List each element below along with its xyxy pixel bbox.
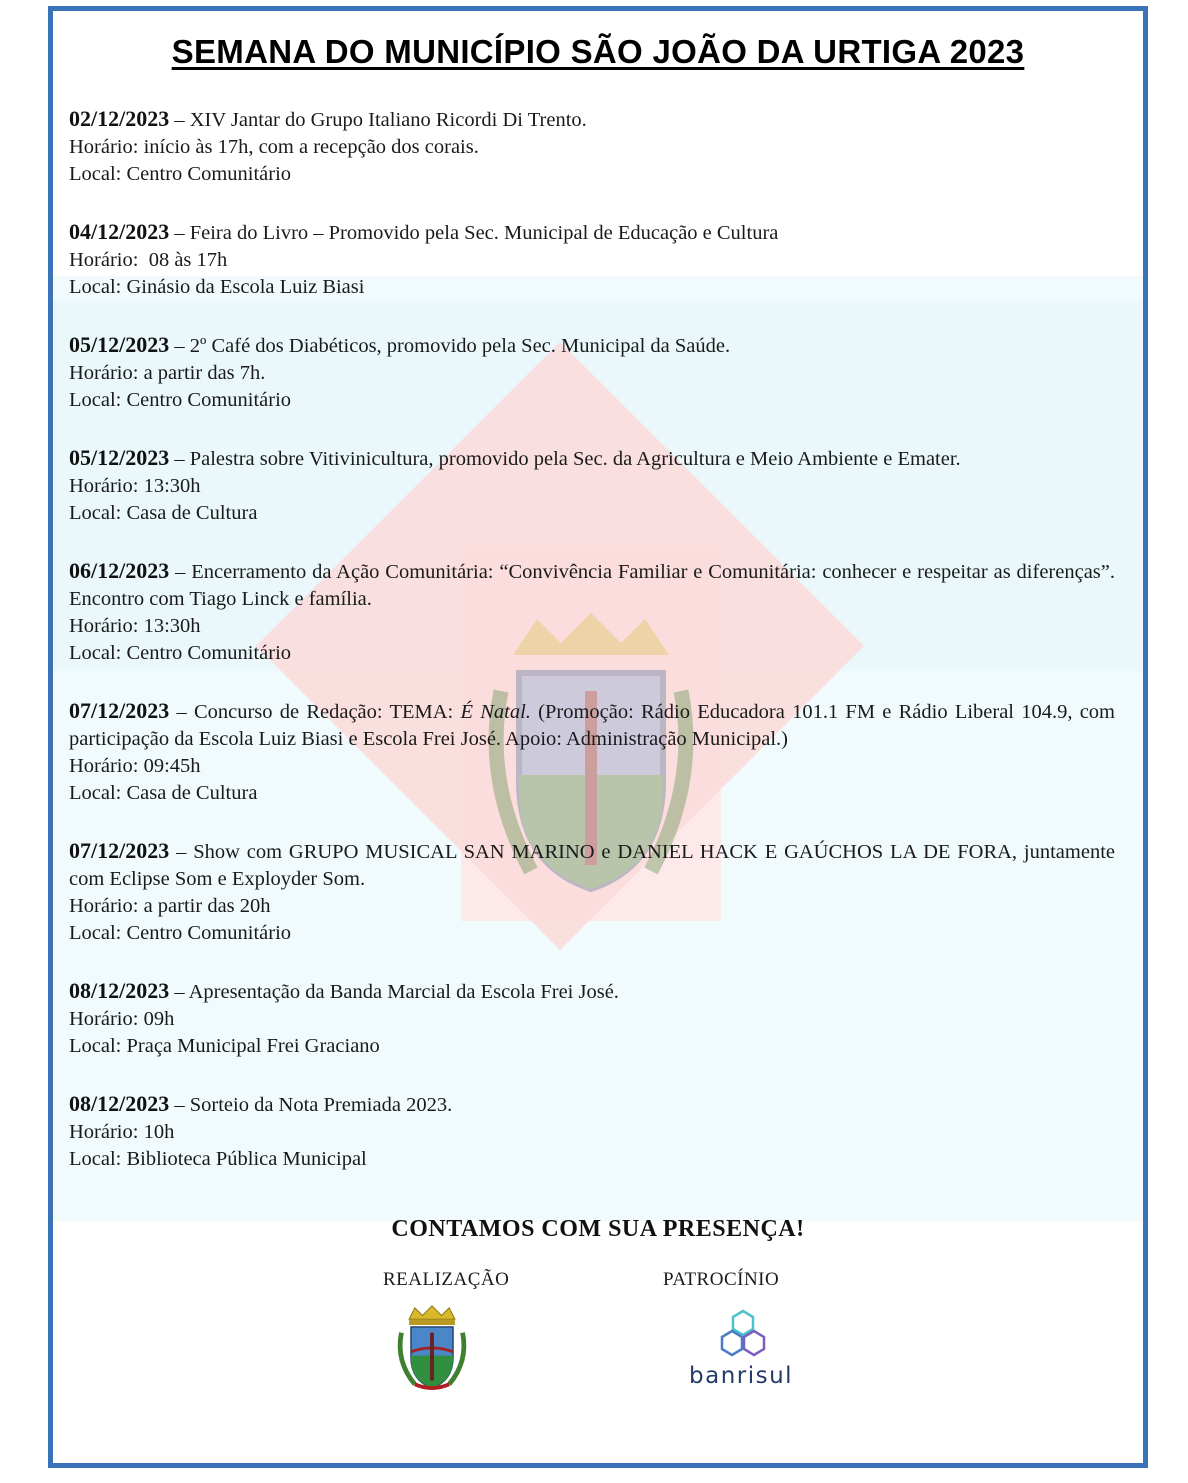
event-place: Local: Centro Comunitário xyxy=(69,642,292,664)
banrisul-logo-icon xyxy=(713,1309,773,1361)
event-item xyxy=(69,837,1115,947)
event-place: Local: Centro Comunitário xyxy=(69,163,292,185)
event-description-prefix: – Concurso de Redação: TEMA: xyxy=(169,701,461,723)
event-time: Horário: 13:30h xyxy=(69,475,201,497)
event-time: Horário: início às 17h, com a recepção dos corais. xyxy=(69,136,479,158)
event-item xyxy=(69,444,1115,527)
event-place: Local: Casa de Cultura xyxy=(69,502,258,524)
event-item xyxy=(69,697,1115,807)
event-place: Local: Biblioteca Pública Municipal xyxy=(69,1148,367,1170)
event-date: 05/12/2023 xyxy=(69,445,170,470)
event-list xyxy=(69,105,1115,1203)
event-date: 07/12/2023 xyxy=(69,838,170,863)
event-date: 08/12/2023 xyxy=(69,1091,170,1116)
poster-frame xyxy=(48,6,1148,1468)
page-title: SEMANA DO MUNICÍPIO SÃO JOÃO DA URTIGA 2023 xyxy=(171,33,1025,70)
event-time: Horário: 09:45h xyxy=(69,755,201,777)
event-item xyxy=(69,977,1115,1060)
event-description: – Apresentação da Banda Marcial da Escola Frei José. xyxy=(169,981,619,1003)
event-time: Horário: a partir das 20h xyxy=(69,895,271,917)
event-description: – Show com GRUPO MUSICAL SAN MARINO e DANIEL HACK E GAÚCHOS LA DE FORA, juntamente com Eclipse Som e Exployder Som. xyxy=(69,841,1115,890)
event-date: 05/12/2023 xyxy=(69,332,170,357)
event-date: 08/12/2023 xyxy=(69,978,170,1003)
closing-message: CONTAMOS COM SUA PRESENÇA! xyxy=(391,1216,805,1242)
event-date: 04/12/2023 xyxy=(69,219,170,244)
event-date: 07/12/2023 xyxy=(69,698,170,723)
event-description: – 2º Café dos Diabéticos, promovido pela Sec. Municipal da Saúde. xyxy=(169,335,731,357)
event-description: – XIV Jantar do Grupo Italiano Ricordi Di Trento. xyxy=(169,109,587,131)
event-date: 06/12/2023 xyxy=(69,558,170,583)
event-description: (Promoção: Rádio Educadora 101.1 FM e Rádio Liberal 104.9, com participação da Escola Luiz Biasi e Escola Frei José. Apoio: Administração Municipal.) xyxy=(69,701,1116,750)
event-item xyxy=(69,1090,1115,1173)
event-place: Local: Centro Comunitário xyxy=(69,389,292,411)
event-description: – Sorteio da Nota Premiada 2023. xyxy=(169,1094,453,1116)
event-item xyxy=(69,331,1115,414)
event-time: Horário: 13:30h xyxy=(69,615,201,637)
event-date: 02/12/2023 xyxy=(69,106,170,131)
municipal-crest-icon xyxy=(393,1304,471,1390)
patrocinio-label: PATROCÍNIO xyxy=(663,1269,780,1290)
event-place: Local: Casa de Cultura xyxy=(69,782,258,804)
event-place: Local: Praça Municipal Frei Graciano xyxy=(69,1035,380,1057)
event-time: Horário: 10h xyxy=(69,1121,175,1143)
event-item xyxy=(69,557,1115,667)
event-description: – Palestra sobre Vitivinicultura, promovido pela Sec. da Agricultura e Meio Ambiente e Emater. xyxy=(169,448,961,470)
event-place: Local: Centro Comunitário xyxy=(69,922,292,944)
sponsor-name: banrisul xyxy=(689,1363,794,1389)
event-time: Horário: a partir das 7h. xyxy=(69,362,266,384)
event-place: Local: Ginásio da Escola Luiz Biasi xyxy=(69,276,365,298)
event-time: Horário: 08 às 17h xyxy=(69,249,228,271)
realizacao-label: REALIZAÇÃO xyxy=(383,1269,510,1290)
event-description: – Encerramento da Ação Comunitária: “Convivência Familiar e Comunitária: conhecer e respeitar as diferenças”. Encontro com Tiago Linck e família. xyxy=(69,561,1115,610)
event-time: Horário: 09h xyxy=(69,1008,175,1030)
event-theme: É Natal. xyxy=(460,701,531,723)
event-item xyxy=(69,218,1115,301)
event-description: – Feira do Livro – Promovido pela Sec. Municipal de Educação e Cultura xyxy=(169,222,779,244)
event-item xyxy=(69,105,1115,188)
